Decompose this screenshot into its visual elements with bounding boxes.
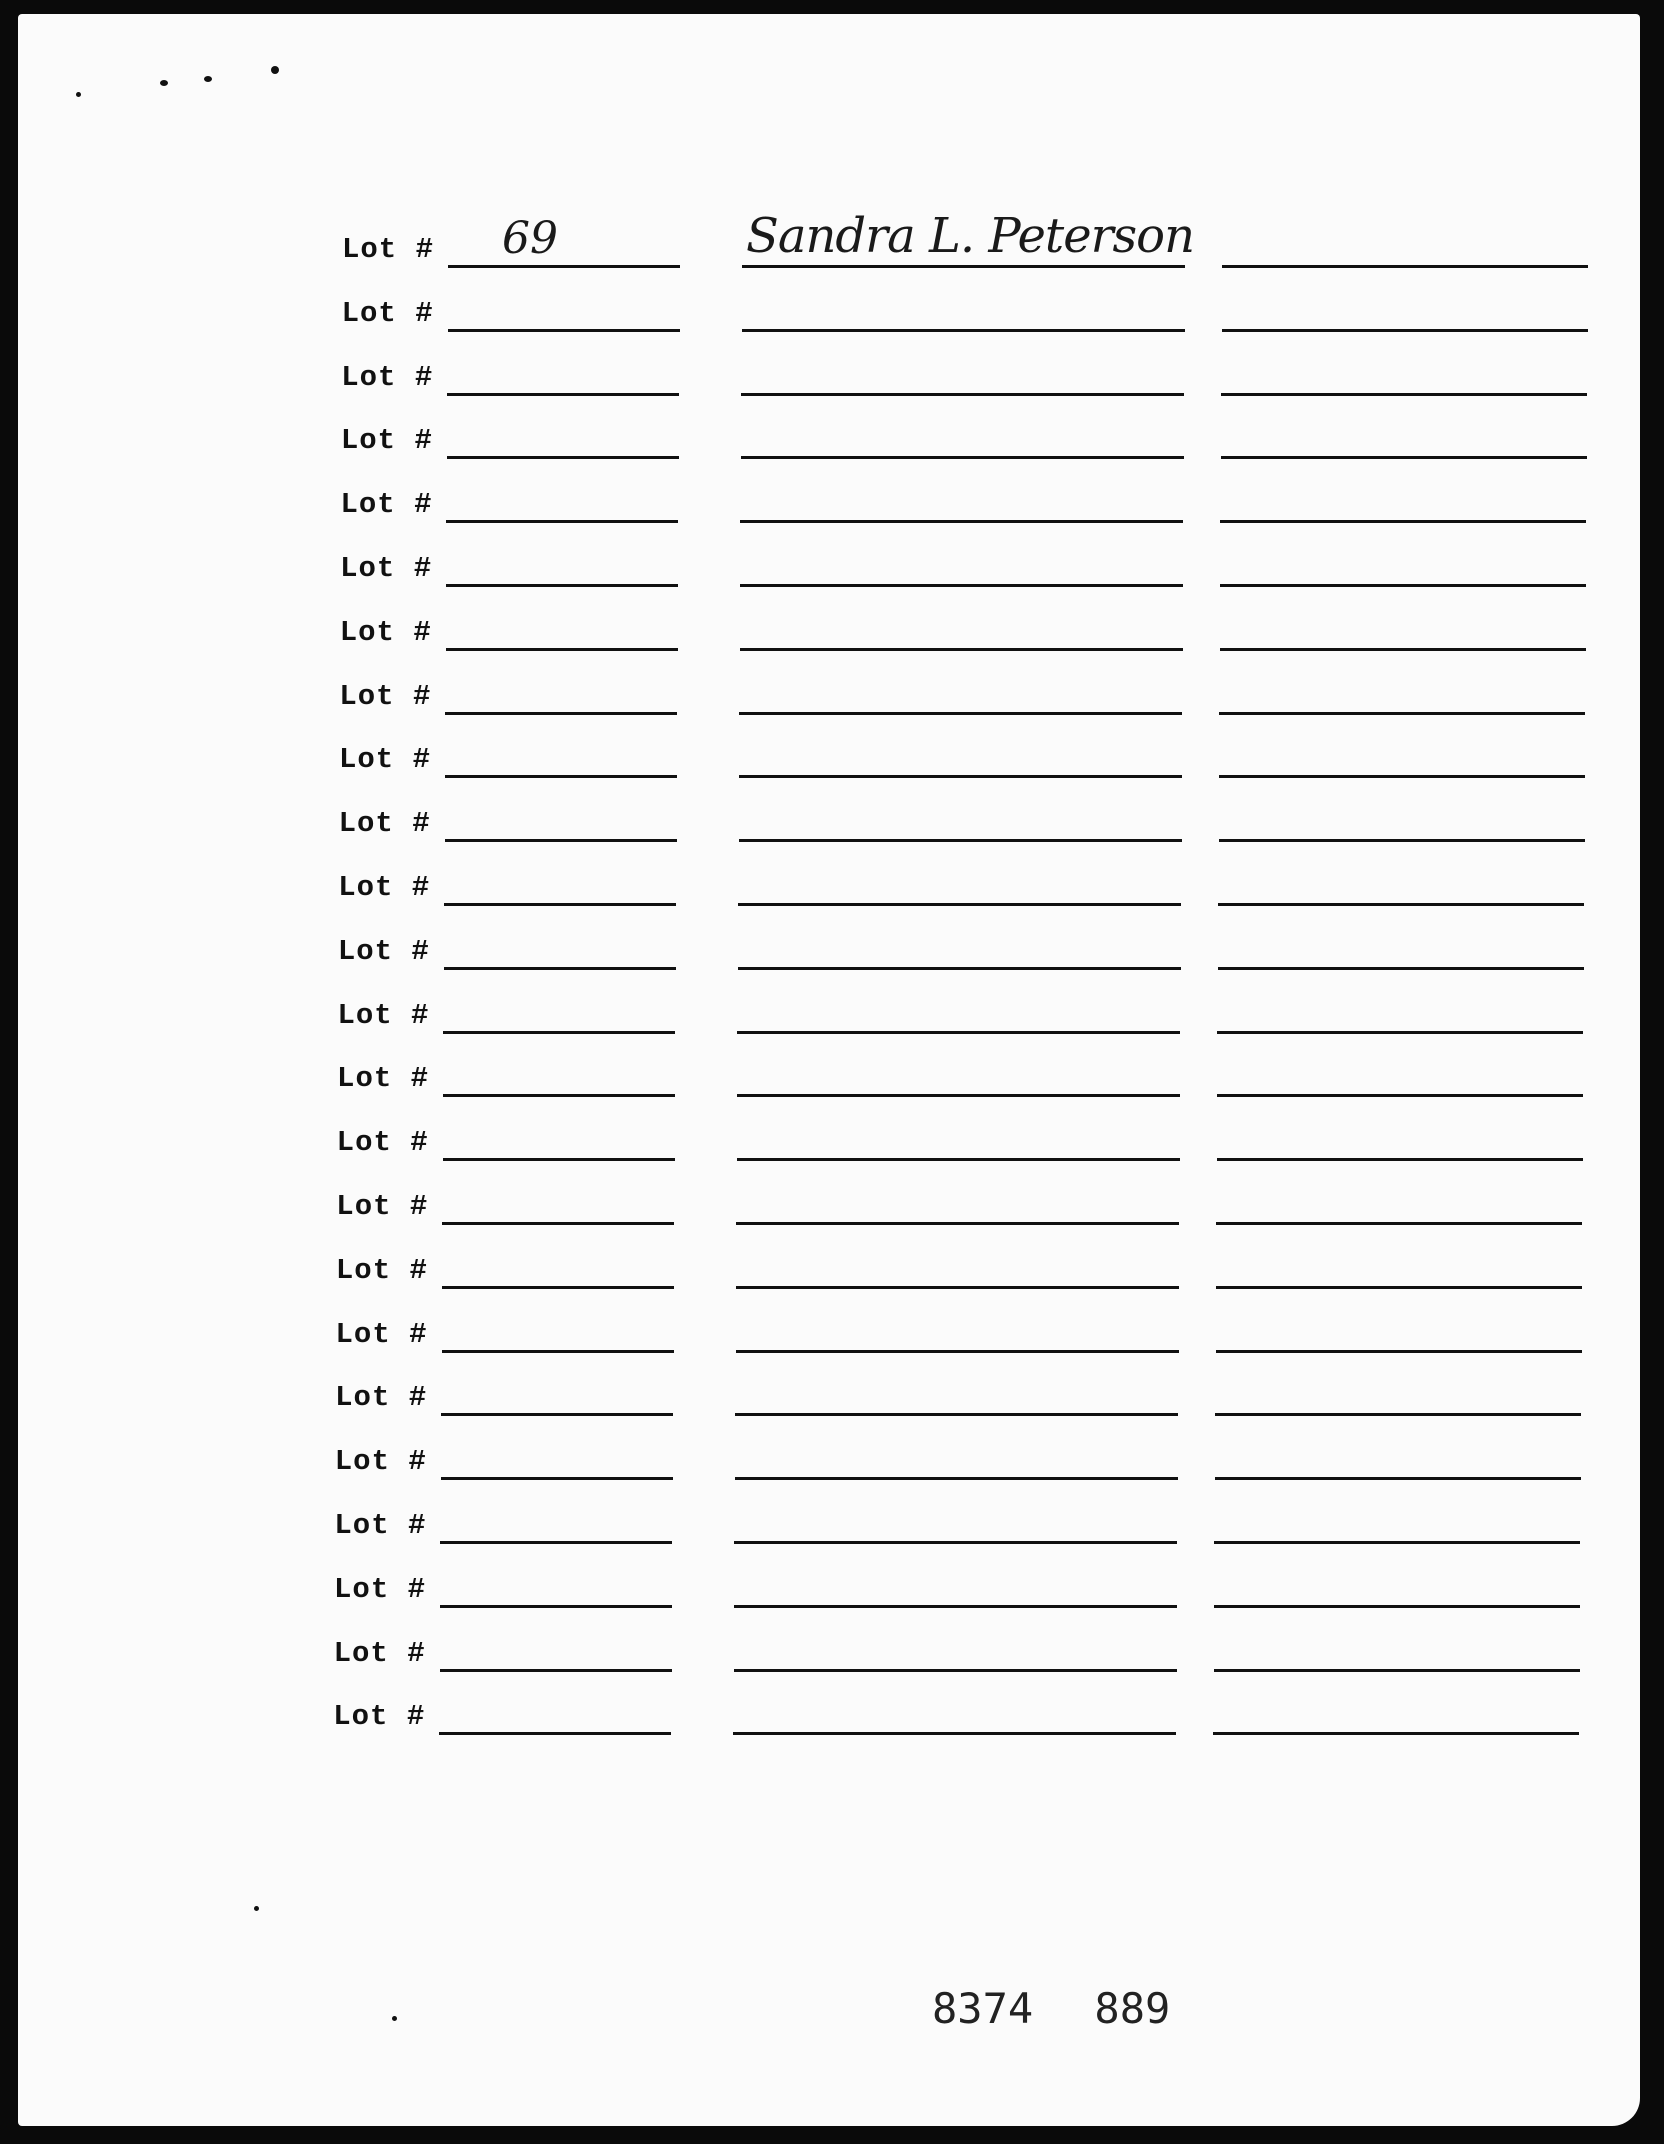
lot-number-field[interactable] xyxy=(446,584,678,587)
extra-field[interactable] xyxy=(1219,775,1585,778)
scan-speck xyxy=(76,92,81,97)
extra-field[interactable] xyxy=(1217,1031,1583,1034)
name-field[interactable] xyxy=(734,1605,1177,1608)
form-row xyxy=(337,1057,1597,1097)
form-row xyxy=(333,1695,1593,1735)
lot-number-field[interactable] xyxy=(445,712,677,715)
lot-label: Lot # xyxy=(338,743,431,777)
name-field[interactable] xyxy=(741,456,1184,459)
form-row xyxy=(340,547,1600,587)
extra-field[interactable] xyxy=(1222,329,1588,332)
document-number: 8374 889 xyxy=(932,1984,1171,2033)
name-field[interactable] xyxy=(736,1286,1179,1289)
form-row xyxy=(338,866,1598,906)
name-field[interactable] xyxy=(742,265,1185,268)
lot-number-field[interactable] xyxy=(448,265,680,268)
lot-number-field[interactable] xyxy=(439,1732,671,1735)
extra-field[interactable] xyxy=(1214,1669,1580,1672)
form-row xyxy=(336,1249,1596,1289)
name-field[interactable] xyxy=(736,1222,1179,1225)
lot-label: Lot # xyxy=(335,1381,428,1415)
form-row xyxy=(337,994,1597,1034)
lot-number-field[interactable] xyxy=(440,1605,672,1608)
extra-field[interactable] xyxy=(1214,1605,1580,1608)
lot-number-field[interactable] xyxy=(446,648,678,651)
name-field[interactable] xyxy=(738,903,1181,906)
extra-field[interactable] xyxy=(1220,584,1586,587)
handwritten-lot-number: 69 xyxy=(502,213,558,264)
name-field[interactable] xyxy=(733,1732,1176,1735)
lot-label: Lot # xyxy=(333,1700,426,1734)
lot-number-field[interactable] xyxy=(442,1286,674,1289)
lot-number-field[interactable] xyxy=(445,775,677,778)
form-row xyxy=(335,1376,1595,1416)
name-field[interactable] xyxy=(740,648,1183,651)
lot-label: Lot # xyxy=(338,807,431,841)
extra-field[interactable] xyxy=(1220,648,1586,651)
lot-number-field[interactable] xyxy=(448,329,680,332)
lot-number-field[interactable] xyxy=(440,1541,672,1544)
name-field[interactable] xyxy=(735,1477,1178,1480)
lot-number-field[interactable] xyxy=(444,903,676,906)
name-field[interactable] xyxy=(739,775,1182,778)
form-row xyxy=(339,802,1599,842)
lot-number-field[interactable] xyxy=(441,1413,673,1416)
extra-field[interactable] xyxy=(1221,393,1587,396)
lot-label: Lot # xyxy=(334,1572,427,1606)
lot-number-field[interactable] xyxy=(445,839,677,842)
form-row xyxy=(337,1121,1597,1161)
lot-number-field[interactable] xyxy=(443,1158,675,1161)
form-row xyxy=(339,675,1599,715)
extra-field[interactable] xyxy=(1219,712,1585,715)
lot-number-field[interactable] xyxy=(443,1031,675,1034)
lot-label: Lot # xyxy=(339,615,432,649)
form-row xyxy=(342,292,1602,332)
paper-page xyxy=(18,14,1640,2126)
form-row xyxy=(334,1504,1594,1544)
lot-label: Lot # xyxy=(340,552,433,585)
lot-label: Lot # xyxy=(336,1190,429,1223)
name-field[interactable] xyxy=(737,1031,1180,1034)
lot-number-field[interactable] xyxy=(441,1477,673,1480)
name-field[interactable] xyxy=(737,1094,1180,1097)
form-row xyxy=(336,1185,1596,1225)
extra-field[interactable] xyxy=(1215,1413,1581,1416)
extra-field[interactable] xyxy=(1218,903,1584,906)
name-field[interactable] xyxy=(734,1541,1177,1544)
scan-speck xyxy=(204,76,212,82)
lot-label: Lot # xyxy=(335,1253,428,1287)
lot-label: Lot # xyxy=(341,296,434,330)
lot-number-field[interactable] xyxy=(442,1350,674,1353)
lot-number-field[interactable] xyxy=(444,967,676,970)
lot-number-field[interactable] xyxy=(446,520,678,523)
scan-speck xyxy=(271,66,279,74)
lot-number-field[interactable] xyxy=(447,456,679,459)
form-row xyxy=(340,483,1600,523)
extra-field[interactable] xyxy=(1217,1158,1583,1161)
lot-number-field[interactable] xyxy=(447,393,679,396)
form-row xyxy=(334,1568,1594,1608)
lot-label: Lot # xyxy=(338,871,431,904)
lot-label: Lot # xyxy=(339,679,432,713)
lot-number-field[interactable] xyxy=(443,1094,675,1097)
form-row xyxy=(339,738,1599,778)
scan-speck xyxy=(392,2016,397,2021)
extra-field[interactable] xyxy=(1219,839,1585,842)
extra-field[interactable] xyxy=(1216,1350,1582,1353)
extra-field[interactable] xyxy=(1213,1732,1579,1735)
form-row xyxy=(334,1632,1594,1672)
lot-label: Lot # xyxy=(333,1636,426,1670)
lot-label: Lot # xyxy=(340,488,433,522)
lot-label: Lot # xyxy=(342,233,435,266)
lot-label: Lot # xyxy=(334,1509,427,1542)
scan-speck xyxy=(254,1906,259,1911)
name-field[interactable] xyxy=(737,1158,1180,1161)
name-field[interactable] xyxy=(739,712,1182,715)
form-row xyxy=(335,1440,1595,1480)
name-field[interactable] xyxy=(734,1669,1177,1672)
lot-label: Lot # xyxy=(337,934,430,968)
form-row xyxy=(341,419,1601,459)
name-field[interactable] xyxy=(736,1350,1179,1353)
name-field[interactable] xyxy=(742,329,1185,332)
extra-field[interactable] xyxy=(1217,1094,1583,1097)
lot-label: Lot # xyxy=(337,1062,430,1096)
extra-field[interactable] xyxy=(1218,967,1584,970)
lot-label: Lot # xyxy=(334,1445,427,1479)
extra-field[interactable] xyxy=(1215,1477,1581,1480)
scan-speck xyxy=(160,80,168,86)
name-field[interactable] xyxy=(740,520,1183,523)
name-field[interactable] xyxy=(740,584,1183,587)
lot-label: Lot # xyxy=(337,998,430,1032)
lot-label: Lot # xyxy=(335,1317,428,1351)
form-row xyxy=(341,356,1601,396)
lot-number-field[interactable] xyxy=(442,1222,674,1225)
form-row xyxy=(342,208,1602,268)
extra-field[interactable] xyxy=(1220,520,1586,523)
form-row xyxy=(340,611,1600,651)
name-field[interactable] xyxy=(738,967,1181,970)
extra-field[interactable] xyxy=(1216,1222,1582,1225)
lot-label: Lot # xyxy=(336,1126,429,1160)
extra-field[interactable] xyxy=(1221,456,1587,459)
form-row xyxy=(338,930,1598,970)
extra-field[interactable] xyxy=(1214,1541,1580,1544)
lot-label: Lot # xyxy=(340,424,433,458)
extra-field[interactable] xyxy=(1222,265,1588,268)
lot-label: Lot # xyxy=(341,360,434,394)
extra-field[interactable] xyxy=(1216,1286,1582,1289)
lot-number-field[interactable] xyxy=(440,1669,672,1672)
form-row xyxy=(336,1313,1596,1353)
name-field[interactable] xyxy=(739,839,1182,842)
name-field[interactable] xyxy=(741,393,1184,396)
handwritten-name: Sandra L. Peterson xyxy=(746,208,1194,264)
name-field[interactable] xyxy=(735,1413,1178,1416)
